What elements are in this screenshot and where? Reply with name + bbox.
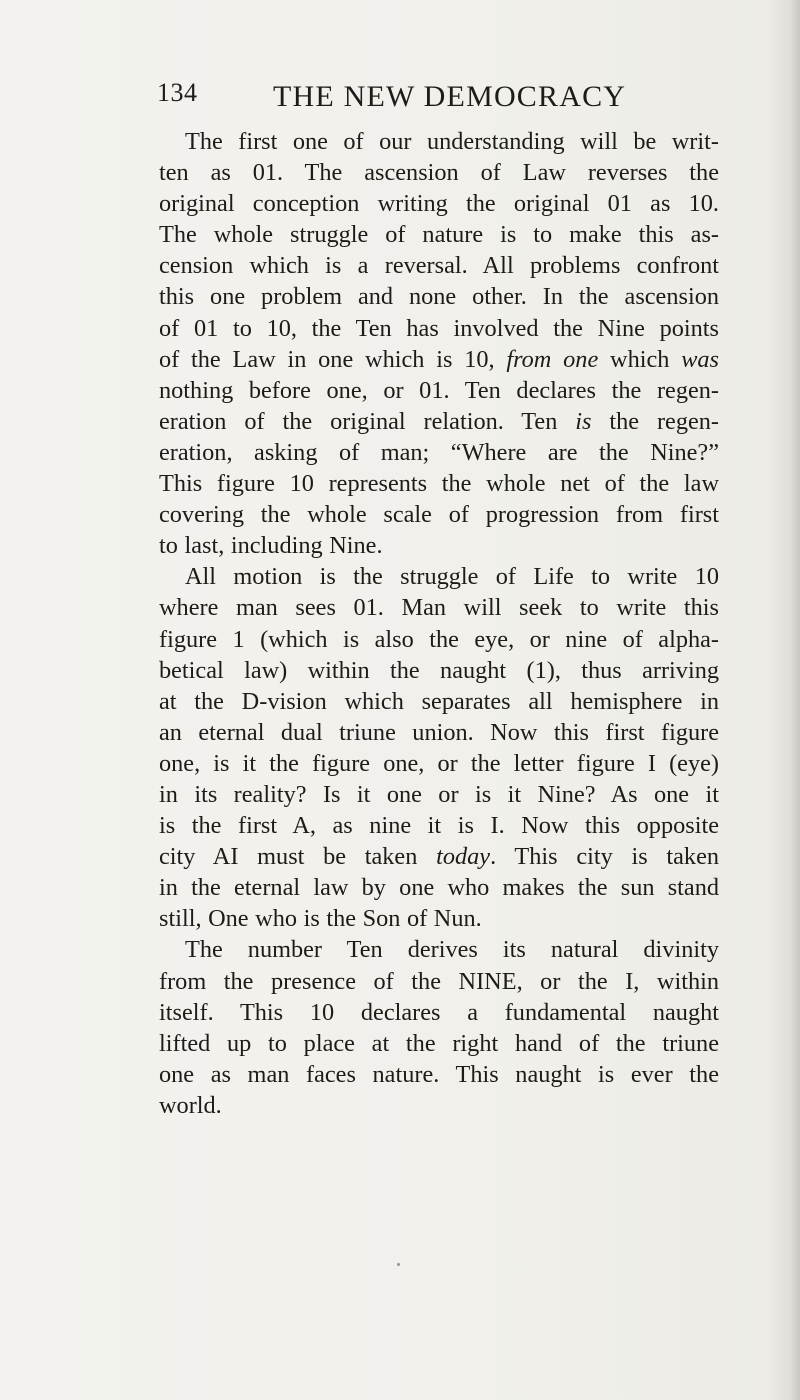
text-line: one, is it the figure one, or the letter figure I (eye) (159, 749, 719, 777)
italic-phrase: from one (506, 345, 599, 373)
text-line: ten as 01. The ascension of Law reverses the (159, 159, 719, 187)
running-head (157, 78, 717, 122)
italic-word: was (681, 345, 720, 373)
text-line: is the first A, as nine it is I. Now this opposite (159, 812, 719, 840)
text-line: this one problem and none other. In the ascension (159, 283, 719, 311)
text-line: from the presence of the NINE, or the I, within (159, 967, 719, 995)
text-line: at the D-vision which separates all hemisphere in (159, 687, 719, 715)
page-number: 134 (157, 78, 198, 107)
text-line: The whole struggle of nature is to make this as- (159, 221, 719, 249)
text-line: eration of the original relation. Ten is the regen- (159, 407, 719, 435)
text-line: original conception writing the original 01 as 10. (159, 190, 719, 218)
text-line: The first one of our understanding will be writ- (185, 128, 719, 155)
body-text (159, 126, 719, 1121)
text-line: of the Law in one which is 10, from one which was (159, 345, 720, 373)
text-line: where man sees 01. Man will seek to write this (159, 594, 719, 622)
text-line: The number Ten derives its natural divinity (185, 936, 719, 964)
text-line: one as man faces nature. This naught is ever the (159, 1060, 719, 1088)
paragraph (159, 934, 719, 1121)
text-line: city AI must be taken today. This city is taken (159, 843, 720, 871)
text-line: All motion is the struggle of Life to write 10 (185, 563, 719, 591)
italic-word: today (436, 843, 491, 871)
text-line: world. (159, 1091, 222, 1119)
text-line: lifted up to place at the right hand of the triune (159, 1029, 719, 1057)
running-title: THE NEW DEMOCRACY (273, 80, 627, 113)
text-line: eration, asking of man; “Where are the Nine?” (159, 438, 719, 466)
text-line: betical law) within the naught (1), thus arriving (159, 656, 719, 684)
page-edge-shadow (790, 0, 800, 1400)
text-line: figure 1 (which is also the eye, or nine of alpha- (159, 625, 719, 653)
text-line: in its reality? Is it one or is it Nine? As one it (159, 780, 719, 808)
text-line: of 01 to 10, the Ten has involved the Nine points (159, 314, 719, 342)
text-line: to last, including Nine. (159, 532, 383, 560)
paper-speck (397, 1263, 400, 1266)
text-line: This figure 10 represents the whole net of the law (159, 470, 719, 498)
text-line: in the eternal law by one who makes the sun stand (159, 874, 719, 902)
paragraph (159, 561, 719, 934)
text-line: covering the whole scale of progression from first (159, 501, 719, 529)
text-line: nothing before one, or 01. Ten declares the regen- (159, 376, 719, 404)
text-line: still, One who is the Son of Nun. (159, 905, 482, 933)
paragraph (159, 126, 719, 561)
text-line: itself. This 10 declares a fundamental naught (159, 998, 719, 1026)
text-line: cension which is a reversal. All problems confront (159, 252, 719, 280)
text-line: an eternal dual triune union. Now this first figure (159, 718, 719, 746)
italic-word: is (575, 407, 592, 435)
